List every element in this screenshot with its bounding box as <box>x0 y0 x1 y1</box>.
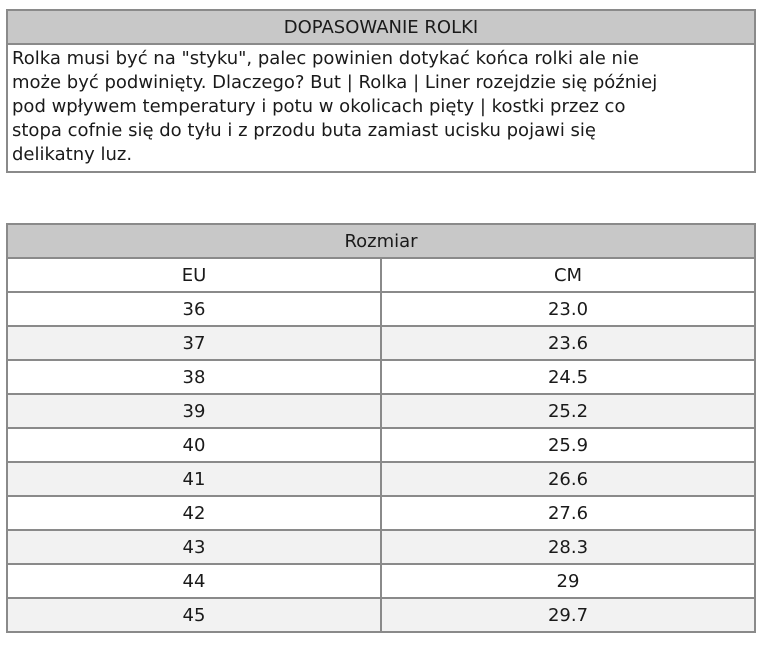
size-cm-cell: 29.7 <box>381 598 755 632</box>
table-row <box>7 360 755 394</box>
fit-description-line: Rolka musi być na "styku", palec powinien dotykać końca rolki ale nie <box>12 48 639 69</box>
size-eu-cell: 42 <box>7 496 381 530</box>
size-cm-cell: 27.6 <box>381 496 755 530</box>
fit-description-line: może być podwinięty. Dlaczego? But | Rolka | Liner rozejdzie się później <box>12 72 658 93</box>
table-row <box>7 428 755 462</box>
size-cm-cell: 23.0 <box>381 292 755 326</box>
column-header-cm: CM <box>381 258 755 292</box>
table-row <box>7 598 755 632</box>
fit-description-line: delikatny luz. <box>12 144 133 165</box>
size-eu-cell: 39 <box>7 394 381 428</box>
size-chart-title: Rozmiar <box>7 224 755 258</box>
size-cm-cell: 23.6 <box>381 326 755 360</box>
table-row <box>7 394 755 428</box>
size-cm-cell: 25.9 <box>381 428 755 462</box>
size-eu-cell: 40 <box>7 428 381 462</box>
table-row <box>7 530 755 564</box>
size-eu-cell: 45 <box>7 598 381 632</box>
size-eu-cell: 41 <box>7 462 381 496</box>
fit-description-line: pod wpływem temperatury i potu w okolicach pięty | kostki przez co <box>12 96 626 117</box>
table-row <box>7 564 755 598</box>
size-eu-cell: 43 <box>7 530 381 564</box>
size-cm-cell: 28.3 <box>381 530 755 564</box>
size-eu-cell: 36 <box>7 292 381 326</box>
column-header-eu: EU <box>7 258 381 292</box>
size-chart-table <box>6 223 756 633</box>
size-eu-cell: 37 <box>7 326 381 360</box>
fit-description <box>7 44 755 172</box>
table-row <box>7 292 755 326</box>
table-row <box>7 496 755 530</box>
size-cm-cell: 24.5 <box>381 360 755 394</box>
fit-description-line: stopa cofnie się do tyłu i z przodu buta zamiast ucisku pojawi się <box>12 120 596 141</box>
table-row <box>7 326 755 360</box>
fit-title: DOPASOWANIE ROLKI <box>7 10 755 44</box>
size-cm-cell: 25.2 <box>381 394 755 428</box>
fit-info-table <box>6 9 756 173</box>
size-eu-cell: 38 <box>7 360 381 394</box>
size-cm-cell: 29 <box>381 564 755 598</box>
table-row <box>7 462 755 496</box>
size-eu-cell: 44 <box>7 564 381 598</box>
size-cm-cell: 26.6 <box>381 462 755 496</box>
